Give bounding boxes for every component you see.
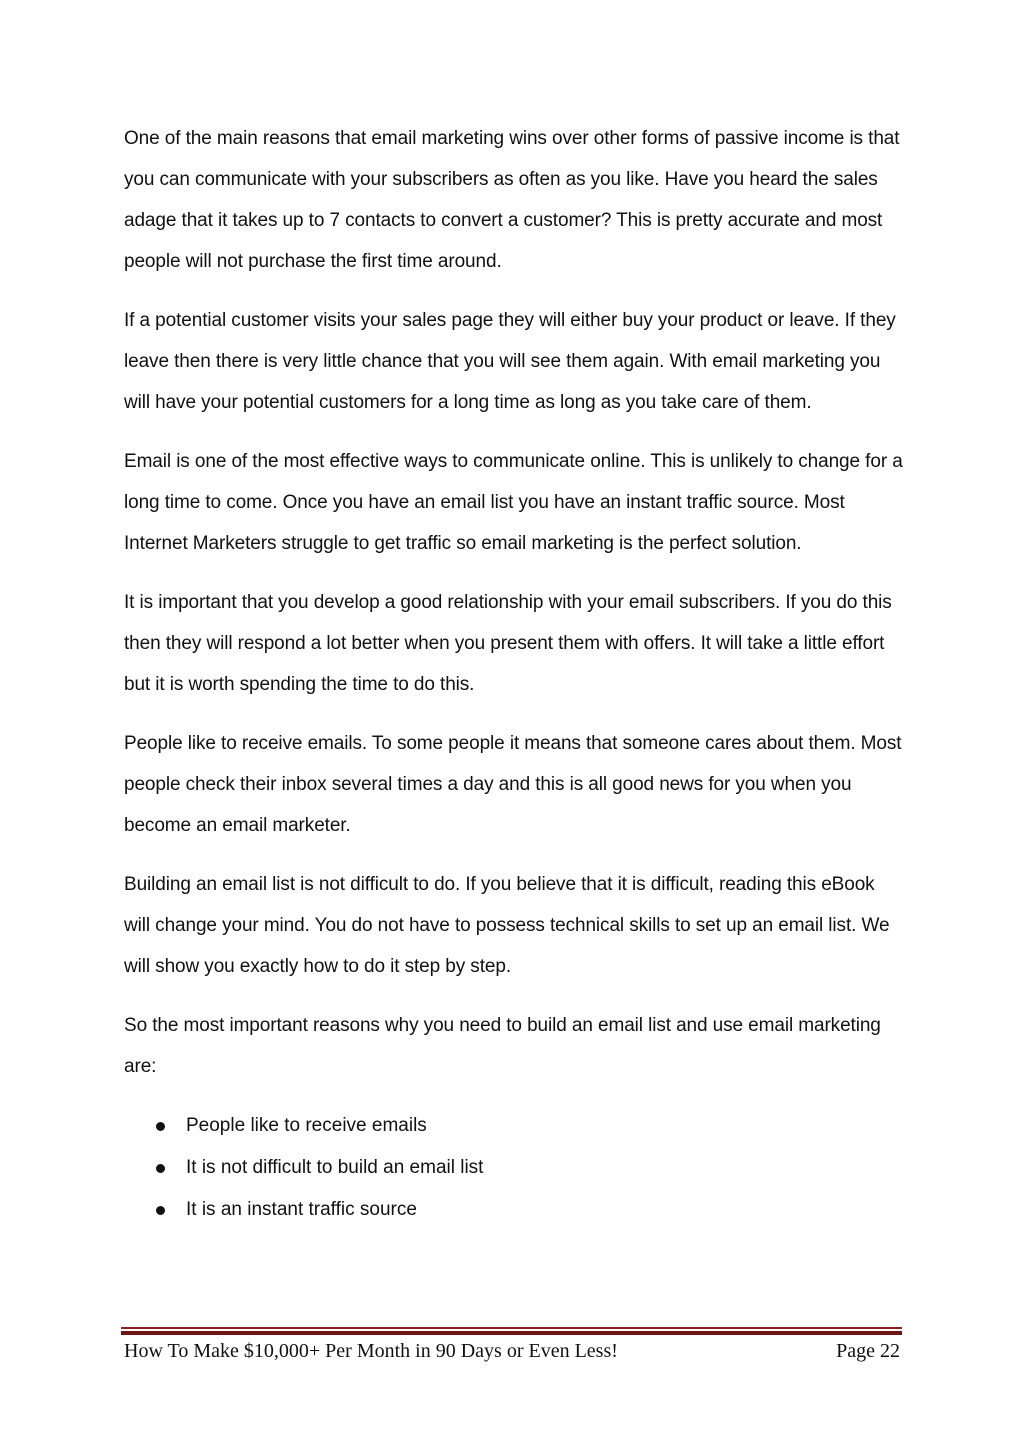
page-body xyxy=(124,118,904,1231)
paragraph-6: Building an email list is not difficult to do. If you believe that it is difficult, reading this eBook will change your mind. You do not have to possess technical skills to set up an email list. We will show you exactly how to do it step by step. xyxy=(124,874,890,977)
list-item-text: People like to receive emails xyxy=(186,1115,427,1136)
page-number: Page 22 xyxy=(836,1340,900,1362)
list-item xyxy=(124,1105,904,1147)
paragraph-4: It is important that you develop a good relationship with your email subscribers. If you do this then they will respond a lot better when you present them with offers. It will take a little effort but it is worth spending the time to do this. xyxy=(124,592,892,695)
footer-divider-thin xyxy=(121,1327,902,1329)
paragraph-3: Email is one of the most effective ways to communicate online. This is unlikely to change for a long time to come. Once you have an email list you have an instant traffic source. Most Internet Marketers struggle to get traffic so email marketing is the perfect solution. xyxy=(124,451,903,554)
list-item-text: It is not difficult to build an email list xyxy=(186,1157,484,1178)
page-footer xyxy=(124,1337,900,1365)
paragraph-7: So the most important reasons why you need to build an email list and use email marketing are: xyxy=(124,1015,881,1077)
bullet-icon xyxy=(156,1206,165,1215)
bullet-icon xyxy=(156,1164,165,1173)
paragraph-5: People like to receive emails. To some people it means that someone cares about them. Most people check their inbox several times a day and this is all good news for you when you become an email marketer. xyxy=(124,733,902,836)
footer-title: How To Make $10,000+ Per Month in 90 Days or Even Less! xyxy=(124,1340,618,1362)
list-item xyxy=(124,1147,904,1189)
footer-divider-thick xyxy=(121,1331,902,1335)
reasons-list xyxy=(124,1105,904,1231)
list-item xyxy=(124,1189,904,1231)
paragraph-1: One of the main reasons that email marketing wins over other forms of passive income is that you can communicate with your subscribers as often as you like. Have you heard the sales adage that it takes up to 7 contacts to convert a customer? This is pretty accurate and most people will not purchase the first time around. xyxy=(124,128,900,272)
paragraph-2: If a potential customer visits your sales page they will either buy your product or leave. If they leave then there is very little chance that you will see them again. With email marketing you will have your potential customers for a long time as long as you take care of them. xyxy=(124,310,896,413)
list-item-text: It is an instant traffic source xyxy=(186,1199,417,1220)
bullet-icon xyxy=(156,1122,165,1131)
footer-divider xyxy=(121,1327,902,1335)
